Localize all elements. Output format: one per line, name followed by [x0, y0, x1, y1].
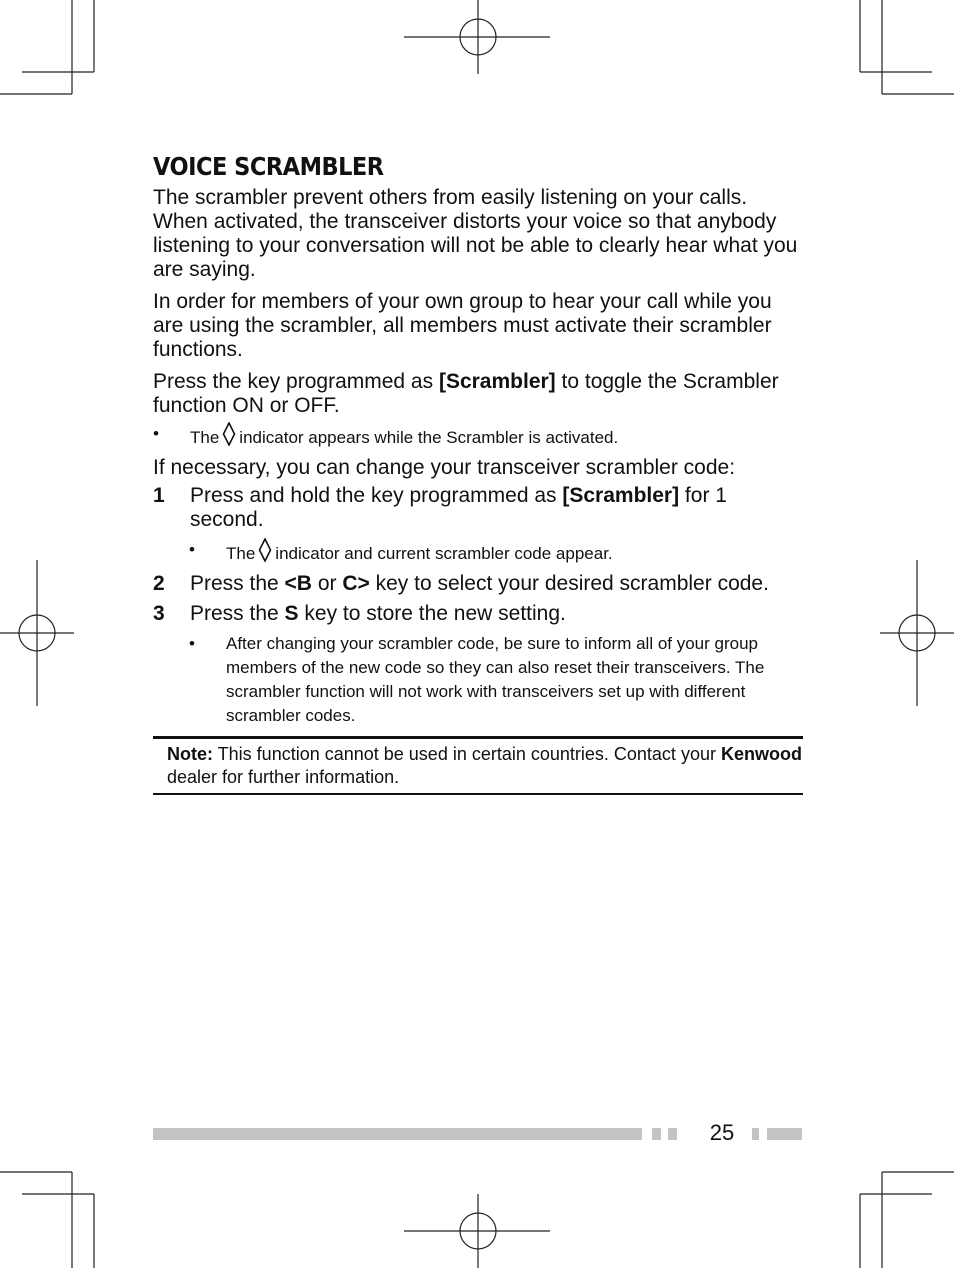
b-key-label: <B [284, 572, 312, 595]
indicator-bullet [153, 422, 803, 450]
footer-bar-square [668, 1128, 677, 1140]
intro-paragraph: The scrambler prevent others from easily listening on your calls. When activated, the transceiver distorts your voice so that anybody listening to your conversation will not be able to clearly hear what you are saying. [153, 186, 798, 281]
group-paragraph: In order for members of your own group to hear your call while you are using the scrambler, all members must activate their scrambler functions. [153, 290, 772, 361]
brand-name: Kenwood [720, 744, 802, 764]
section-title: VOICE SCRAMBLER [153, 152, 384, 181]
step-text-after: for 1 second. [190, 484, 727, 531]
toggle-paragraph [153, 370, 803, 418]
bullet-text-after: indicator and current scrambler code appear. [275, 544, 613, 563]
bullet-text-after: indicator appears while the Scrambler is activated. [239, 428, 619, 447]
bullet-text-before: The [226, 544, 256, 563]
s-key-label: S [284, 602, 299, 625]
step-3-bullet [189, 632, 803, 728]
note-text-after: dealer for further information. [167, 767, 400, 787]
step-text-before: Press the [190, 602, 285, 625]
step-text-after: key to select your desired scrambler code. [369, 572, 769, 595]
note-label: Note: [167, 744, 213, 764]
step-number: 2 [153, 572, 165, 595]
page-number: 25 [709, 1120, 735, 1145]
change-code-paragraph: If necessary, you can change your transceiver scrambler code: [153, 456, 736, 479]
step-number: 1 [153, 484, 165, 507]
toggle-text-after: to toggle the Scrambler function ON or OFF. [153, 370, 779, 417]
bullet-dot: • [189, 634, 195, 653]
step-3 [153, 602, 803, 626]
toggle-text-before: Press the key programmed as [153, 370, 439, 393]
scrambler-key-label: [Scrambler] [438, 370, 556, 393]
footer-bar-square [652, 1128, 661, 1140]
step-text-after: key to store the new setting. [298, 602, 566, 625]
scrambler-diamond-icon [258, 538, 272, 562]
note-box [153, 736, 803, 795]
bullet-dot: • [189, 540, 195, 559]
bullet-dot: • [153, 424, 159, 443]
footer-bar-short [767, 1128, 802, 1140]
step-text-before: Press the [190, 572, 285, 595]
step-2 [153, 572, 803, 596]
c-key-label: C> [342, 572, 370, 595]
step-number: 3 [153, 602, 165, 625]
footer-bar-square [752, 1128, 759, 1140]
bullet-text: After changing your scrambler code, be sure to inform all of your group members of the new code so they can also reset their transceivers. The scrambler function will not work with transceivers set up with different scrambler codes. [226, 634, 765, 725]
scrambler-key-label: [Scrambler] [562, 484, 680, 507]
page-content [153, 150, 803, 795]
step-1-bullet [189, 538, 803, 566]
note-text-before: This function cannot be used in certain countries. Contact your [213, 744, 721, 764]
step-text-mid: or [311, 572, 343, 595]
bullet-text-before: The [190, 428, 220, 447]
step-1 [153, 484, 803, 532]
step-text-before: Press and hold the key programmed as [190, 484, 563, 507]
scrambler-diamond-icon [222, 422, 236, 446]
footer-bar-long [153, 1128, 642, 1140]
